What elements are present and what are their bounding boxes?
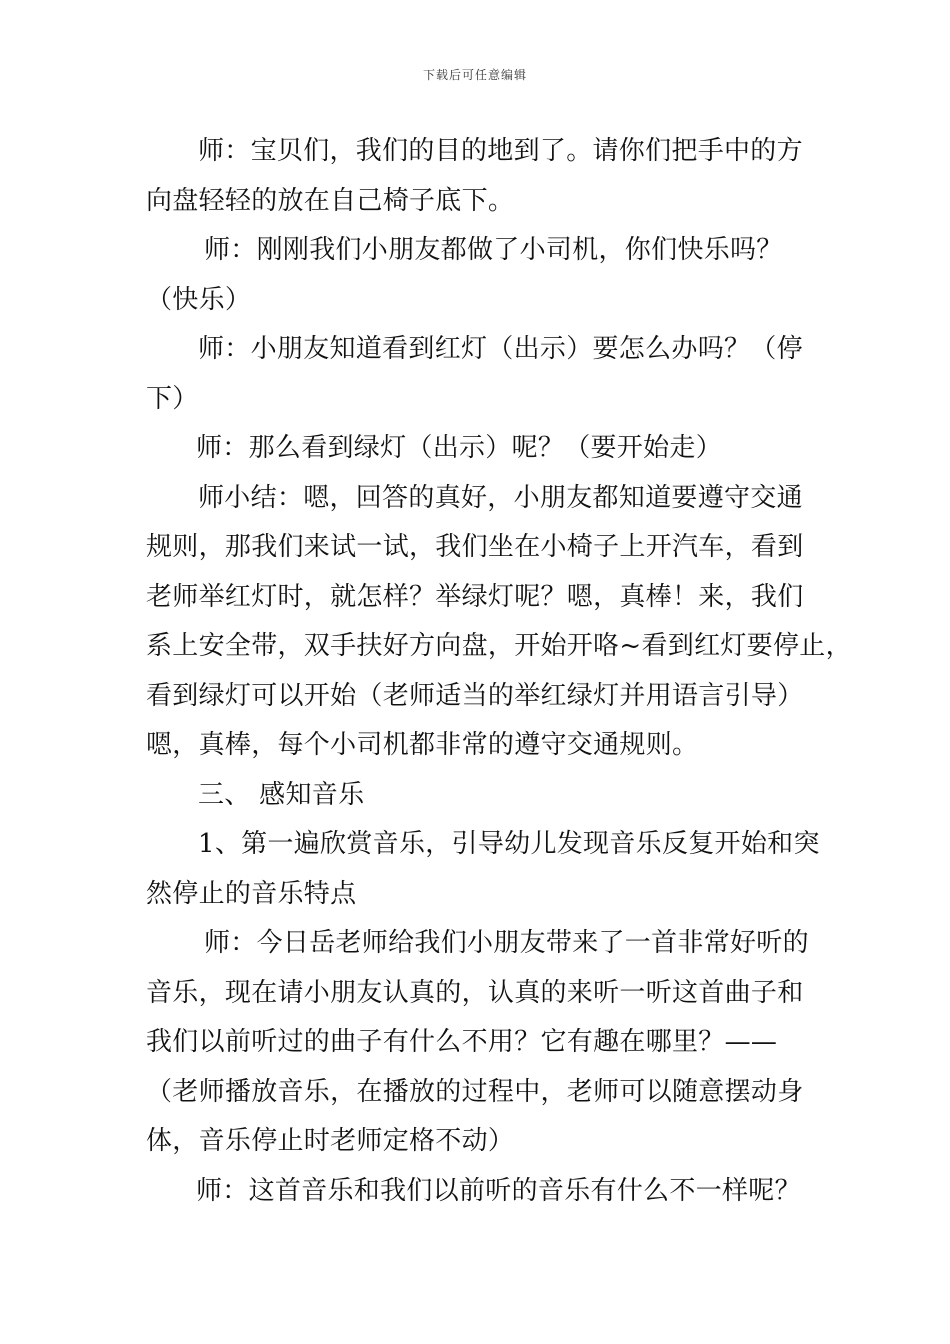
text-line: 师：刚刚我们小朋友都做了小司机，你们快乐吗？ — [204, 235, 783, 265]
text-line: （快乐） — [146, 284, 252, 315]
text-line: 师：那么看到绿灯（出示）呢？（要开始走） — [196, 433, 723, 463]
text-line: 下） — [146, 383, 199, 414]
text-line: 师：今日岳老师给我们小朋友带来了一首非常好听的 — [204, 928, 809, 958]
text-line: 师：这首音乐和我们以前听的音乐有什么不一样呢？ — [196, 1175, 801, 1206]
text-line: 规则，那我们来试一试，我们坐在小椅子上开汽车，看到 — [146, 532, 804, 562]
document-body — [146, 127, 852, 1216]
page-header: 下载后可任意编辑 — [422, 68, 527, 82]
text-line: 师：小朋友知道看到红灯（出示）要怎么办吗？（停 — [198, 334, 803, 364]
text-line: 老师举红灯时，就怎样？举绿灯呢？嗯，真棒！来，我们 — [146, 581, 804, 612]
text-line: 体，音乐停止时老师定格不动） — [146, 1126, 515, 1156]
text-line: 看到绿灯可以开始（老师适当的举红绿灯并用语言引导） — [146, 680, 804, 711]
section-heading: 三、 感知音乐 — [198, 779, 365, 810]
text-line: 师：宝贝们，我们的目的地到了。请你们把手中的方 — [198, 136, 803, 166]
text-line: 系上安全带，双手扶好方向盘，开始开咯~看到红灯要停止， — [146, 631, 852, 661]
text-line: 师小结：嗯，回答的真好，小朋友都知道要遵守交通 — [198, 482, 803, 513]
text-line: 向盘轻轻的放在自己椅子底下。 — [146, 185, 515, 216]
text-line: 然停止的音乐特点 — [146, 878, 357, 909]
text-line: 音乐，现在请小朋友认真的，认真的来听一听这首曲子和 — [146, 977, 804, 1008]
text-line: 嗯，真棒，每个小司机都非常的遵守交通规则。 — [146, 730, 699, 760]
text-line: （老师播放音乐，在播放的过程中，老师可以随意摆动身 — [146, 1076, 804, 1107]
text-line: 1、第一遍欣赏音乐，引导幼儿发现音乐反复开始和突 — [198, 829, 820, 859]
text-line: 我们以前听过的曲子有什么不用？它有趣在哪里？—— — [146, 1027, 778, 1057]
